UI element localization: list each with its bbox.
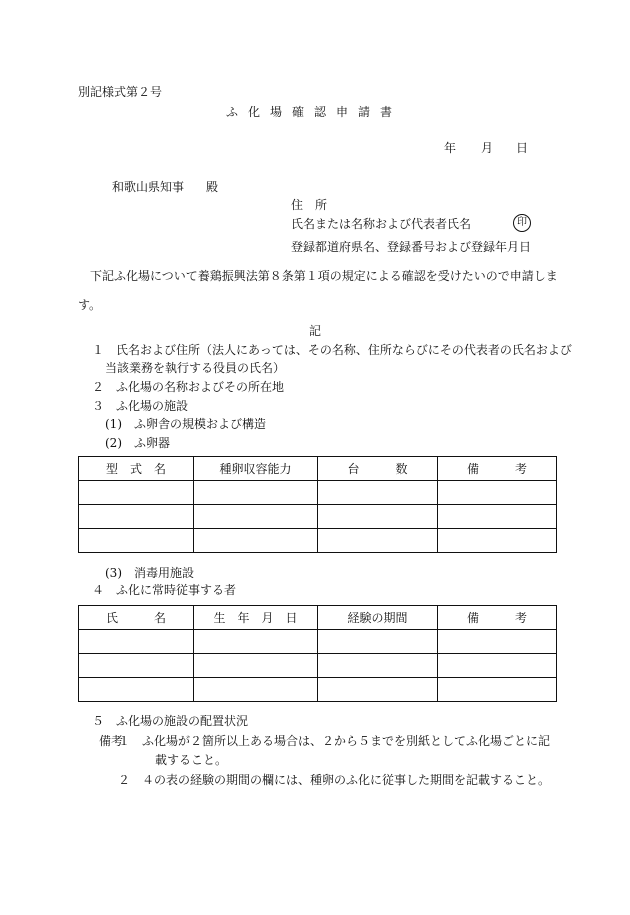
table-header-cell: 生 年 月 日 bbox=[194, 606, 318, 630]
staff-table bbox=[78, 605, 557, 702]
table-cell[interactable] bbox=[79, 505, 194, 529]
table-row bbox=[79, 481, 557, 505]
seal-icon: 印 bbox=[513, 214, 531, 232]
form-number: 別記様式第２号 bbox=[78, 85, 163, 99]
table-cell[interactable] bbox=[318, 481, 438, 505]
date-year-label: 年 bbox=[444, 141, 457, 155]
table-row bbox=[79, 654, 557, 678]
table-header-row bbox=[79, 457, 557, 481]
table-header-cell: 氏 名 bbox=[79, 606, 194, 630]
item-1-line-2: 当該業務を執行する役員の氏名） bbox=[105, 361, 286, 375]
table-cell[interactable] bbox=[79, 529, 194, 553]
table-cell[interactable] bbox=[79, 654, 194, 678]
table-cell[interactable] bbox=[194, 654, 318, 678]
date-month-label: 月 bbox=[481, 141, 494, 155]
body-text-line-2: す。 bbox=[78, 298, 102, 312]
note-1-line-2: 載すること。 bbox=[155, 753, 228, 767]
table-row bbox=[79, 678, 557, 702]
table-cell[interactable] bbox=[79, 481, 194, 505]
date-day-label: 日 bbox=[516, 141, 529, 155]
item-3-sub-2: (2) ふ卵器 bbox=[105, 436, 170, 450]
table-row bbox=[79, 529, 557, 553]
incubator-table bbox=[78, 456, 557, 553]
document-title: ふ化場確認申請書 bbox=[226, 105, 403, 119]
table-cell[interactable] bbox=[79, 678, 194, 702]
table-header-row bbox=[79, 606, 557, 630]
table-header-cell: 備 考 bbox=[438, 457, 557, 481]
item-2: ２ ふ化場の名称およびその所在地 bbox=[92, 380, 285, 394]
table-header-cell: 備 考 bbox=[438, 606, 557, 630]
item-3: ３ ふ化場の施設 bbox=[92, 399, 189, 413]
table-row bbox=[79, 630, 557, 654]
item-4: ４ ふ化に常時従事する者 bbox=[92, 583, 237, 597]
applicant-registration-label: 登録都道府県名、登録番号および登録年月日 bbox=[291, 240, 532, 254]
addressee: 和歌山県知事 bbox=[112, 180, 185, 194]
table-header-cell: 経験の期間 bbox=[318, 606, 438, 630]
table-cell[interactable] bbox=[438, 505, 557, 529]
table-cell[interactable] bbox=[438, 529, 557, 553]
item-5: ５ ふ化場の施設の配置状況 bbox=[92, 714, 249, 728]
table-header-cell: 台 数 bbox=[318, 457, 438, 481]
table-header-cell: 種卵収容能力 bbox=[194, 457, 318, 481]
table-cell[interactable] bbox=[318, 654, 438, 678]
addressee-suffix: 殿 bbox=[206, 180, 219, 194]
applicant-name-label: 氏名または名称および代表者氏名 bbox=[291, 217, 472, 231]
item-1-line-1: １ 氏名および住所（法人にあっては、その名称、住所ならびにその代表者の氏名および bbox=[92, 343, 572, 357]
table-cell[interactable] bbox=[79, 630, 194, 654]
table-cell[interactable] bbox=[194, 630, 318, 654]
table-cell[interactable] bbox=[194, 481, 318, 505]
ki-heading: 記 bbox=[309, 324, 322, 338]
table-cell[interactable] bbox=[194, 529, 318, 553]
table-cell[interactable] bbox=[438, 630, 557, 654]
applicant-address-label: 住 所 bbox=[291, 198, 328, 212]
table-cell[interactable] bbox=[438, 678, 557, 702]
table-row bbox=[79, 505, 557, 529]
body-text-line-1: 下記ふ化場について養鶏振興法第８条第１項の規定による確認を受けたいので申請しま bbox=[90, 269, 558, 283]
table-cell[interactable] bbox=[194, 678, 318, 702]
item-3-sub-3: (3) 消毒用施設 bbox=[105, 566, 194, 580]
table-cell[interactable] bbox=[318, 505, 438, 529]
notes-label: 備考 bbox=[99, 734, 124, 748]
item-3-sub-1: (1) ふ卵舎の規模および構造 bbox=[105, 417, 266, 431]
table-cell[interactable] bbox=[438, 654, 557, 678]
note-2: ２ ４の表の経験の期間の欄には、種卵のふ化に従事した期間を記載すること。 bbox=[118, 773, 551, 787]
table-header-cell: 型 式 名 bbox=[79, 457, 194, 481]
table-cell[interactable] bbox=[194, 505, 318, 529]
table-cell[interactable] bbox=[318, 529, 438, 553]
table-cell[interactable] bbox=[318, 630, 438, 654]
note-1-line-1: １ ふ化場が２箇所以上ある場合は、２から５までを別紙としてふ化場ごとに記 bbox=[118, 734, 551, 748]
table-cell[interactable] bbox=[318, 678, 438, 702]
table-cell[interactable] bbox=[438, 481, 557, 505]
